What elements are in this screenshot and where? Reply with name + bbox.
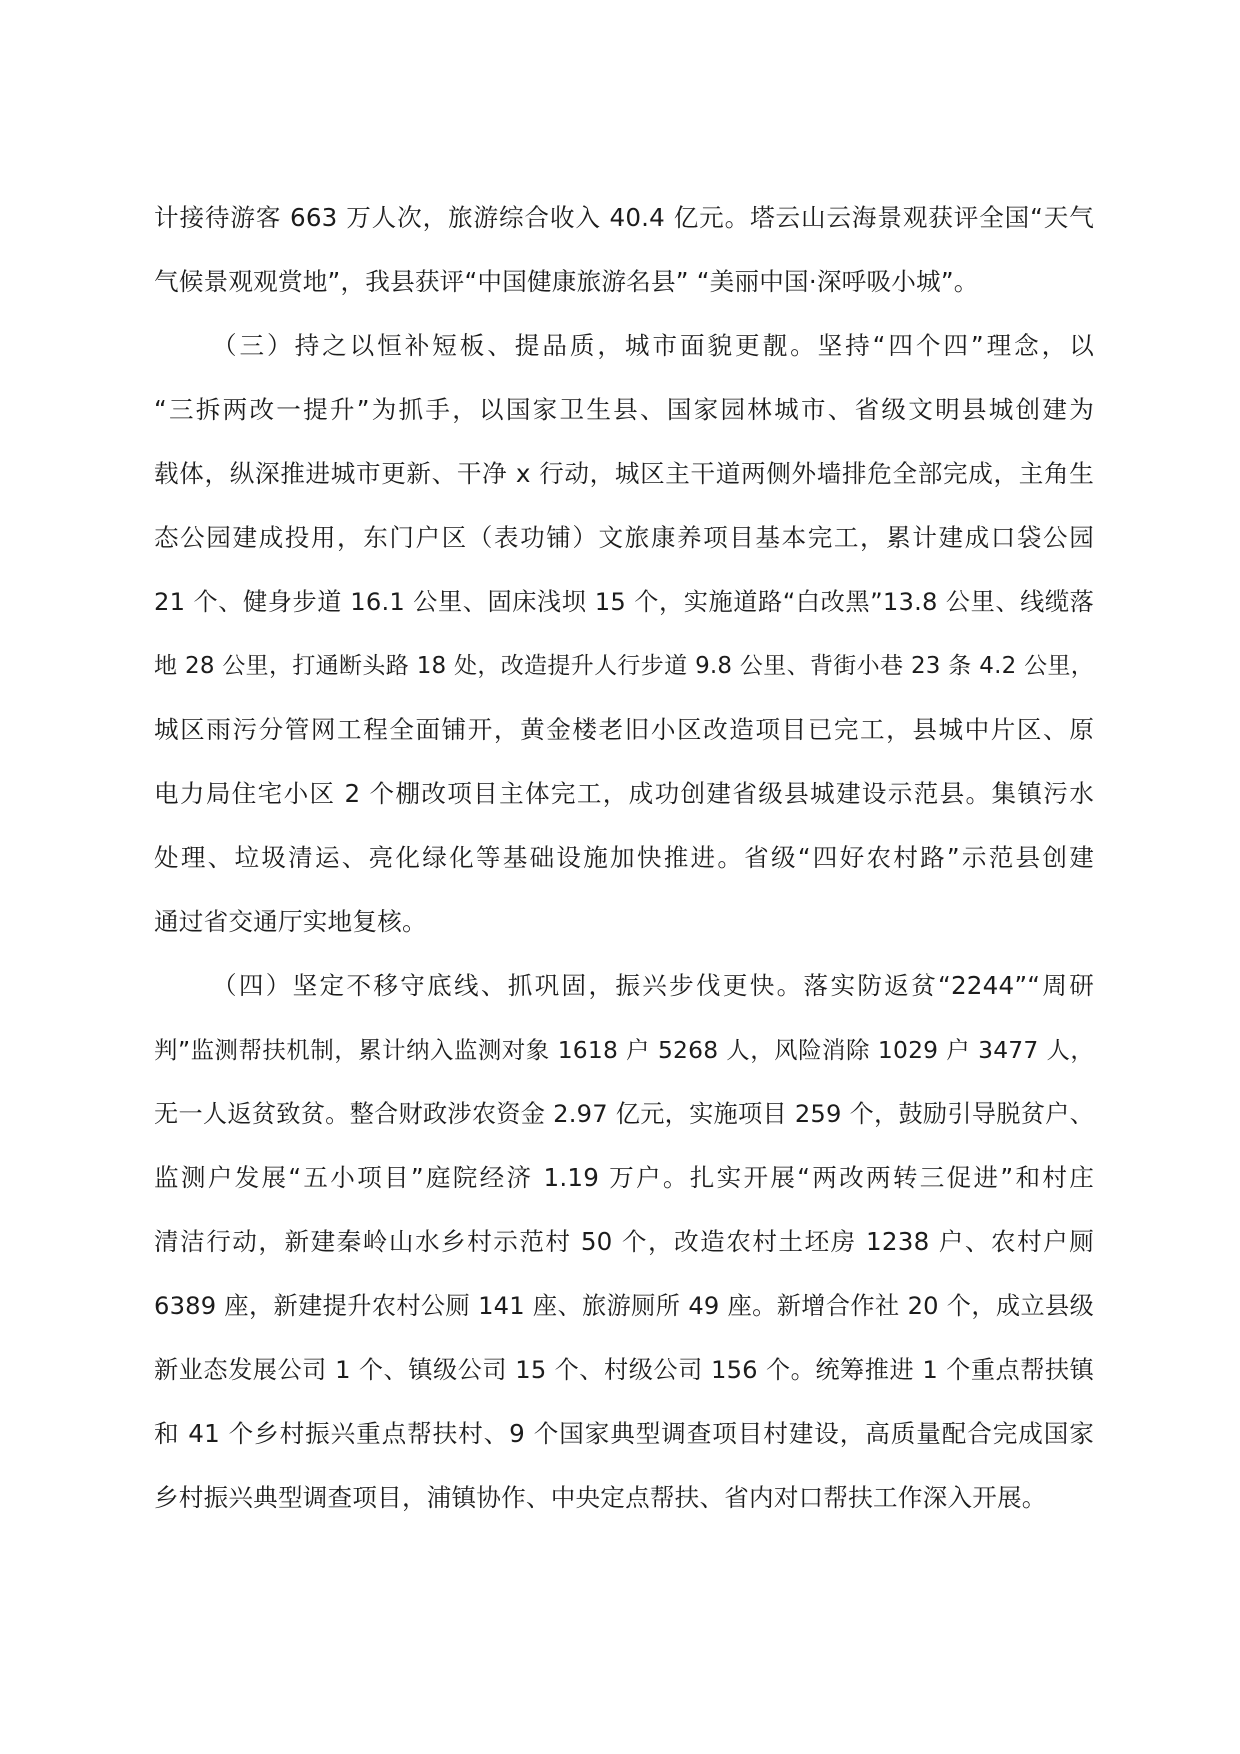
text-line: 计接待游客 663 万人次，旅游综合收入 40.4 亿元。塔云山云海景观获评全国“天气 xyxy=(154,203,1094,232)
text-line: 城区雨污分管网工程全面铺开，黄金楼老旧小区改造项目已完工，县城中片区、原 xyxy=(154,715,1094,744)
text-line: “三拆两改一提升”为抓手，以国家卫生县、国家园林城市、省级文明县城创建为 xyxy=(154,395,1094,424)
text-line: 地 28 公里，打通断头路 18 处，改造提升人行步道 9.8 公里、背街小巷 23 条 4.2 公里， xyxy=(154,653,1094,679)
text-line: 乡村振兴典型调查项目，浦镇协作、中央定点帮扶、省内对口帮扶工作深入开展。 xyxy=(154,1483,1047,1512)
text-line: 判”监测帮扶机制，累计纳入监测对象 1618 户 5268 人，风险消除 1029 户 3477 人， xyxy=(154,1036,1094,1064)
text-line: 6389 座，新建提升农村公厕 141 座、旅游厕所 49 座。新增合作社 20 个，成立县级 xyxy=(154,1292,1094,1320)
text-line: （三）持之以恒补短板、提品质，城市面貌更靓。坚持“四个四”理念，以 xyxy=(212,331,1094,360)
document-body xyxy=(154,186,1094,1530)
text-line: 新业态发展公司 1 个、镇级公司 15 个、村级公司 156 个。统筹推进 1 个重点帮扶镇 xyxy=(154,1356,1094,1384)
text-line: 处理、垃圾清运、亮化绿化等基础设施加快推进。省级“四好农村路”示范县创建 xyxy=(154,843,1094,872)
text-line: 21 个、健身步道 16.1 公里、固床浅坝 15 个，实施道路“白改黑”13.8 公里、线缆落 xyxy=(154,588,1094,616)
text-line: （四）坚定不移守底线、抓巩固，振兴步伐更快。落实防返贫“2244”“周研 xyxy=(212,971,1094,1000)
text-line: 清洁行动，新建秦岭山水乡村示范村 50 个，改造农村土坯房 1238 户、农村户厕 xyxy=(154,1227,1094,1256)
text-line: 和 41 个乡村振兴重点帮扶村、9 个国家典型调查项目村建设，高质量配合完成国家 xyxy=(154,1419,1094,1448)
text-line: 监测户发展“五小项目”庭院经济 1.19 万户。扎实开展“两改两转三促进”和村庄 xyxy=(154,1163,1094,1192)
text-line: 电力局住宅小区 2 个棚改项目主体完工，成功创建省级县城建设示范县。集镇污水 xyxy=(154,779,1094,808)
text-line: 气候景观观赏地”，我县获评“中国健康旅游名县” “美丽中国·深呼吸小城”。 xyxy=(154,267,979,296)
text-line: 态公园建成投用，东门户区（表功铺）文旅康养项目基本完工，累计建成口袋公园 xyxy=(154,523,1094,552)
text-line: 通过省交通厅实地复核。 xyxy=(154,907,427,936)
text-line: 无一人返贫致贫。整合财政涉农资金 2.97 亿元，实施项目 259 个，鼓励引导脱贫户、 xyxy=(154,1100,1094,1128)
text-line: 载体，纵深推进城市更新、干净 x 行动，城区主干道两侧外墙排危全部完成，主角生 xyxy=(154,459,1094,488)
